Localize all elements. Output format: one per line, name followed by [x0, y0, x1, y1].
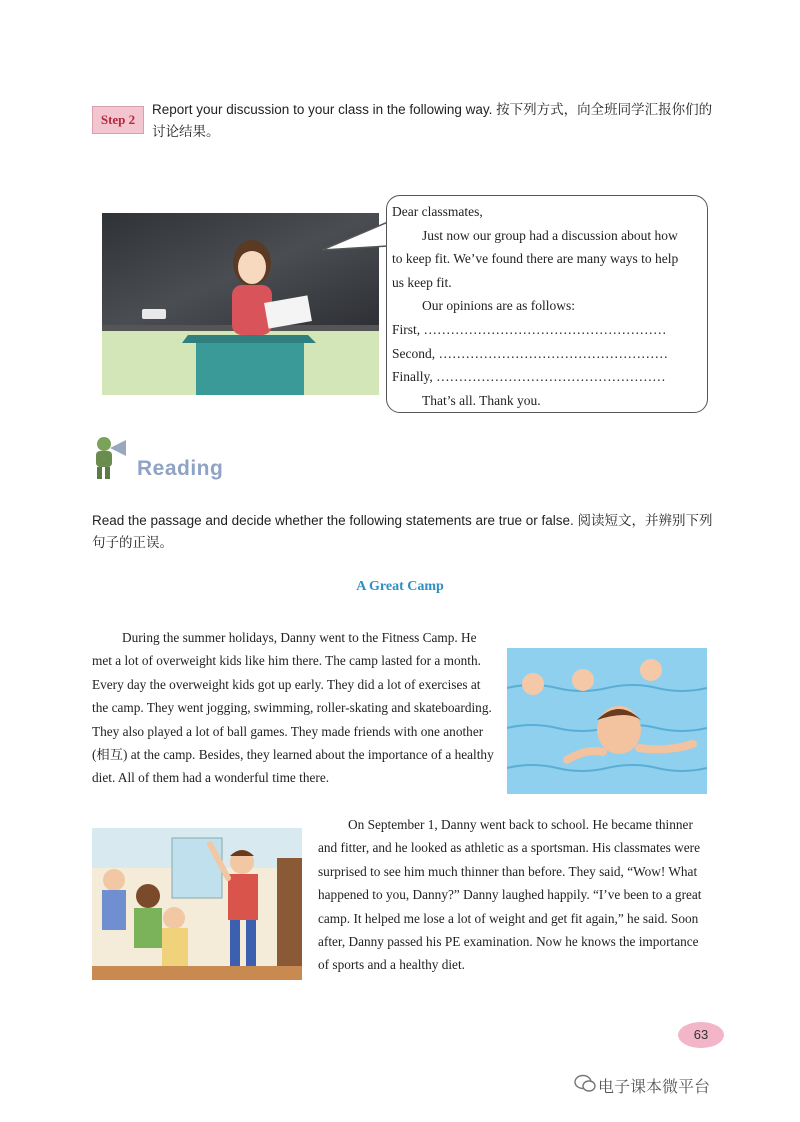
swimming-illustration [507, 648, 707, 794]
page-number: 63 [678, 1022, 724, 1048]
reading-instruction: Read the passage and decide whether the following statements are true or false. 阅读短文，并辨别下列句子的正误。 [92, 513, 713, 550]
letter-line: Our opinions are as follows: [422, 298, 575, 314]
letter-line: to keep fit. We’ve found there are many ways to help [392, 251, 679, 267]
letter-first: First, ……………………………………………… [392, 321, 667, 337]
wechat-icon [574, 1074, 596, 1094]
megaphone-person-icon [88, 434, 130, 480]
passage-paragraph-1: During the summer holidays, Danny went to the Fitness Camp. He met a lot of overweight kids like him there. The camp lasted for a month. Every day the overweight kids got up early. They did a lot of exercises at the camp. They went jogging, swimming, roller-skating and skateboarding. They also played a lot of ball games. They made friends with one another (相互) at the camp. Besides, they learned about the importance of a healthy diet. All of them had a wonderful time there. [92, 630, 494, 786]
passage-title: A Great Camp [356, 579, 444, 594]
letter-greeting: Dear classmates, [392, 204, 483, 219]
letter-line: Just now our group had a discussion about how [422, 227, 678, 243]
letter-closing: That’s all. Thank you. [422, 392, 541, 408]
classroom-illustration [92, 828, 302, 980]
step-instruction: Report your discussion to your class in the following way. 按下列方式，向全班同学汇报你们的讨论结果。 [152, 102, 713, 139]
letter-text [392, 200, 708, 412]
watermark-text: 电子课本微平台 [598, 1079, 711, 1096]
passage-paragraph-2: On September 1, Danny went back to school. He became thinner and fitter, and he looked as athletic as a sportsman. His classmates were surprised to see him much thinner than before. They said, “Wow! What happened to you, Danny?” Danny laughed happily. “I’ve been to a great camp. It helped me lose a lot of weight and get fit again,” he said. Soon after, Danny passed his PE examination. Now he knows the importance of sports and a healthy diet. [318, 817, 702, 973]
letter-second: Second, …………………………………………… [392, 345, 668, 361]
step-badge: Step 2 [92, 106, 144, 134]
speech-bubble-tail [322, 218, 392, 258]
section-title-reading: Reading [137, 457, 224, 480]
letter-line: us keep fit. [392, 274, 452, 290]
letter-finally: Finally, …………………………………………… [392, 369, 666, 385]
